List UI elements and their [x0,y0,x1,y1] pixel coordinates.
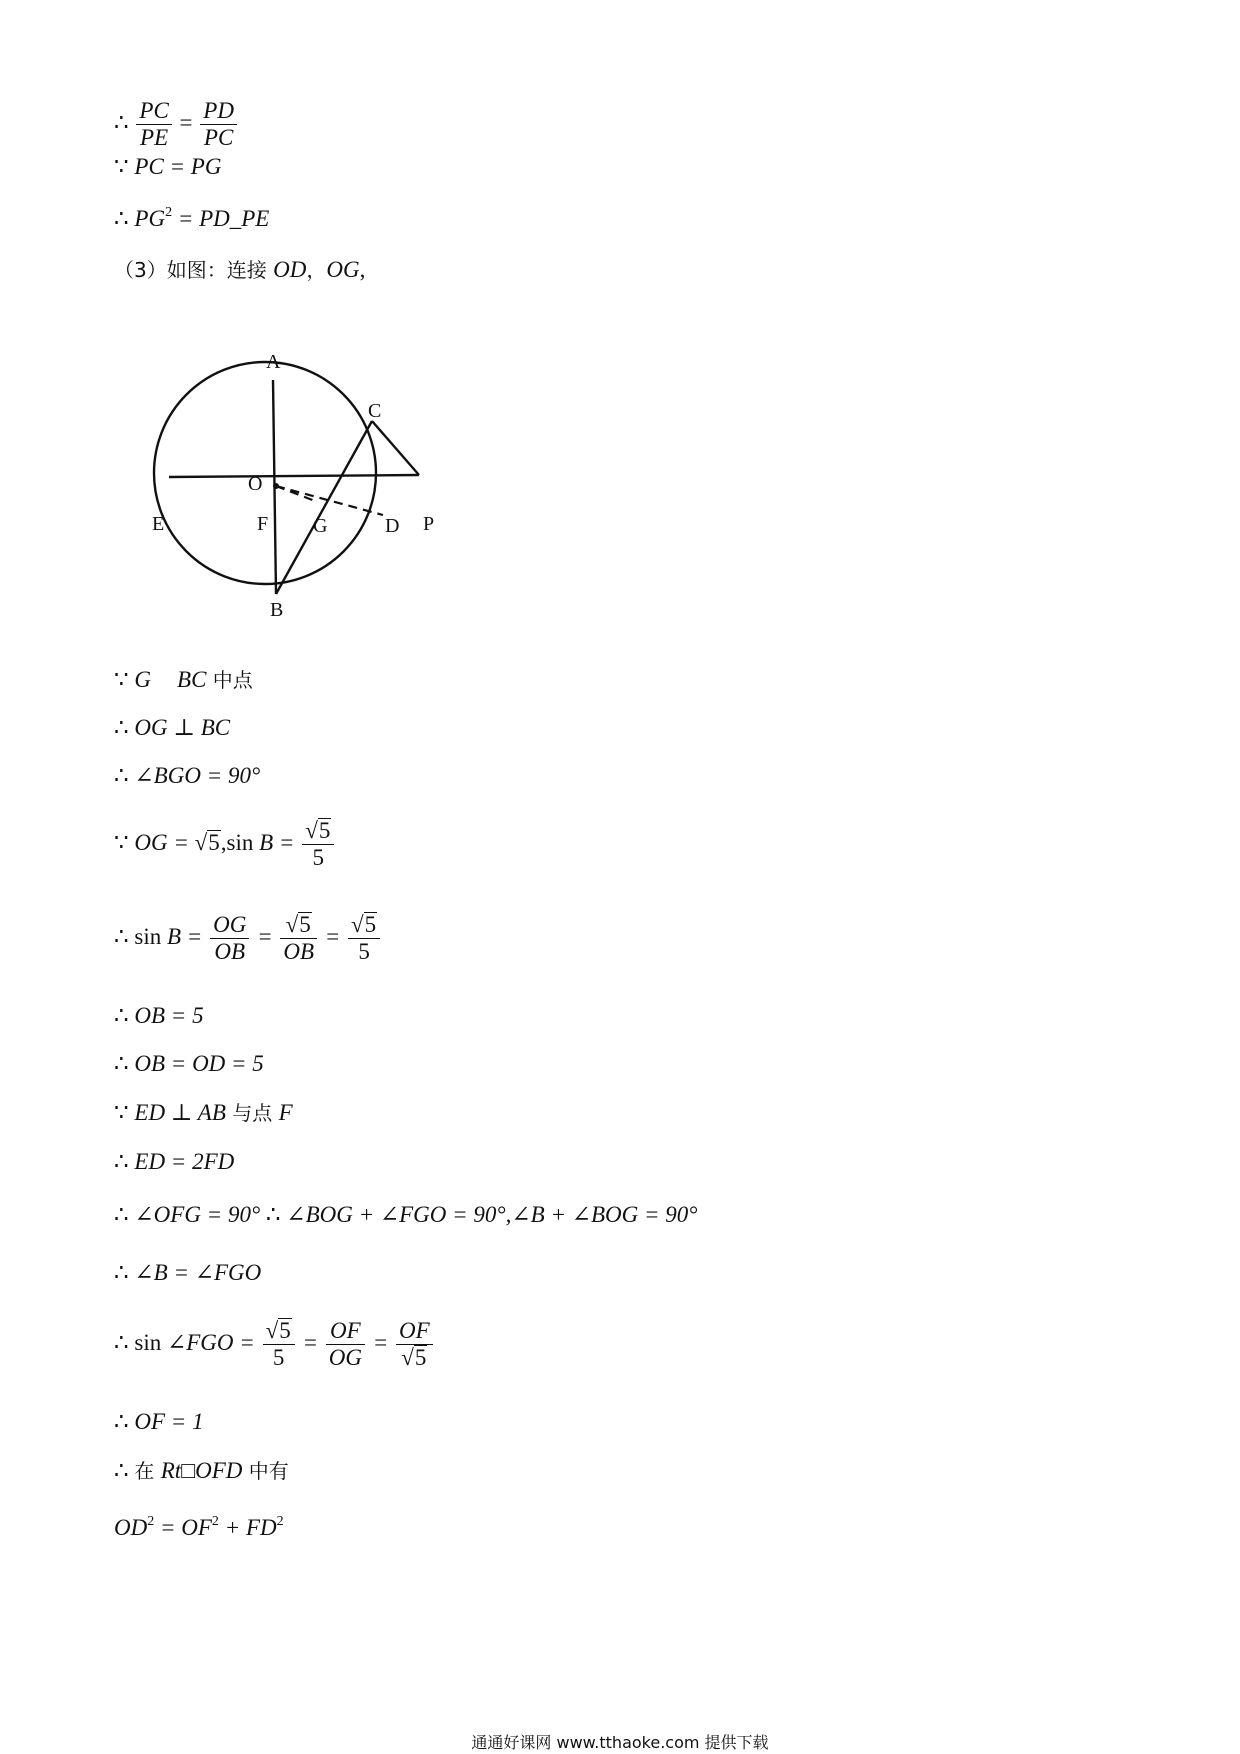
fraction-pd-pc: $\frac{PD}{PC}$ [200,98,237,152]
label-f: F [257,513,269,535]
line-2: ∵ PC = PG [114,154,222,179]
label-p: P [423,513,435,535]
segment-ep [169,475,419,477]
label-d: D [385,515,400,537]
label-b: B [270,599,284,621]
label-a: A [266,351,281,373]
line-19: $OD^2 = OF^2 + FD^2$ [114,1514,284,1540]
fraction-pc-pe: $\frac{PC}{PE}$ [136,98,171,152]
fraction-of-og: $\frac{OF}{OG}$ [326,1318,365,1372]
line-9: ∴ sin B = $\frac{OG}{OB}$ = $\frac{√5}{OB}$ = $\frac{√5}{5}$ [114,912,382,966]
therefore-symbol: ∴ [114,110,129,136]
line-4: （3）如图：连接 OD，OG, [114,257,366,282]
dashed-od [276,486,383,515]
label-e: E [152,513,165,535]
line-3: ∴ $PG^2$ = PD_PE [114,205,270,231]
line-13: ∴ ED = 2FD [114,1149,235,1174]
line-16: ∴ sin ∠FGO = $\frac{√5}{5}$ = $\frac{OF}{OG}$ = $\frac{OF}{√5}$ [114,1318,435,1372]
fraction-root5-5: $\frac{√5}{5}$ [302,818,334,872]
line-10: ∴ OB = 5 [114,1003,204,1028]
fraction-root5-ob: $\frac{√5}{OB}$ [280,912,317,966]
line-5: ∵ G BC 中点 [114,667,253,692]
fraction-root5-5b: $\frac{√5}{5}$ [348,912,380,966]
line-15: ∴ ∠B = ∠FGO [114,1260,262,1285]
line-7: ∴ ∠BGO = 90° [114,763,261,788]
line-1: ∴ $\frac{PC}{PE}$ = $\frac{PD}{PC}$ [114,98,239,152]
footer-watermark: 通通好课网 www.tthaoke.com 提供下载 [471,1733,769,1752]
label-c: C [368,400,382,422]
fraction-root5-5c: $\frac{√5}{5}$ [263,1318,295,1372]
segment-cp [372,421,419,475]
line-18: ∴ 在 Rt□OFD 中有 [114,1458,289,1483]
geometry-figure [145,340,445,625]
line-11: ∴ OB = OD = 5 [114,1051,264,1076]
line-14: ∴ ∠OFG = 90° ∴ ∠BOG + ∠FGO = 90°,∠B + ∠BOG = 90° [114,1202,698,1227]
line-17: ∴ OF = 1 [114,1409,204,1434]
label-g: G [313,515,328,537]
label-o: O [248,473,263,495]
fraction-og-ob: $\frac{OG}{OB}$ [210,912,249,966]
point-o [273,483,279,489]
fraction-of-root5: $\frac{OF}{√5}$ [396,1318,433,1372]
line-6: ∴ OG ⊥ BC [114,715,231,740]
line-12: ∵ ED ⊥ AB 与点 F [114,1100,293,1125]
line-8: ∵ OG = √5,sin B = $\frac{√5}{5}$ [114,818,336,872]
